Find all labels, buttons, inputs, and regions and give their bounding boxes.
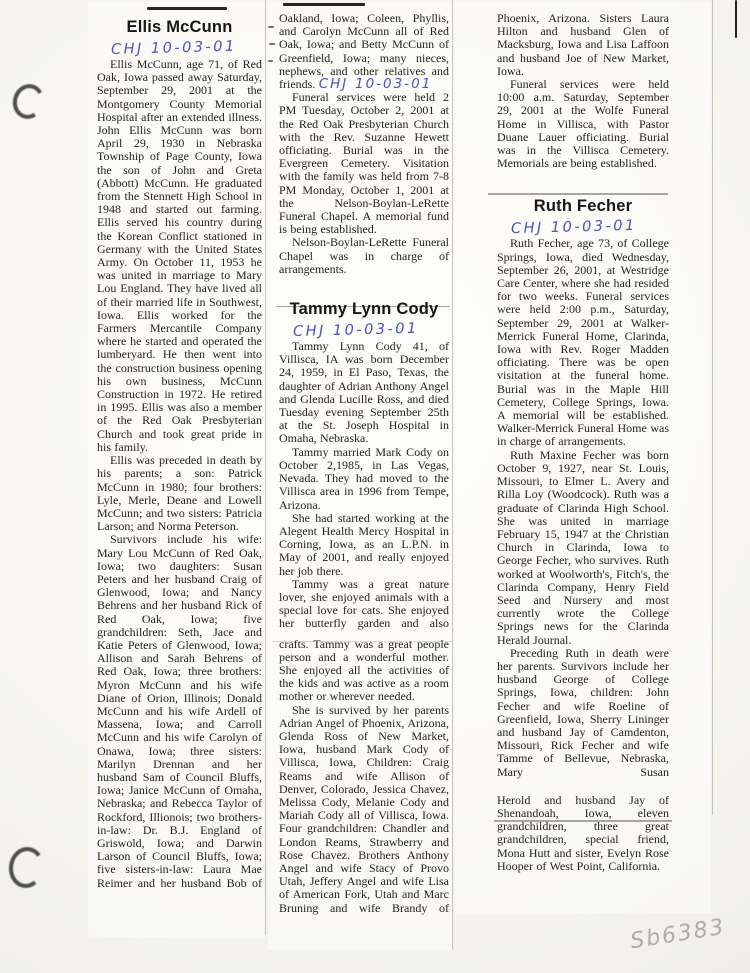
obituary-paragraph: Preceding Ruth in death were her parents. Survivors include her husband George of College Springs, Iowa, children: John Fecher and wife Roeline of Greenfield, Iowa, Sherry Lininger and husband Jay of Camdenton, Missouri, Rick Fecher and wife Tamme of Bellevue, Nebraska, Mary Susan bbox=[497, 645, 669, 779]
obituary-paragraph: Survivors include his wife: Mary Lou McCunn of Red Oak, Iowa; two daughters: Susan Peters and her husband Craig of Glenwood, Iowa; and Nancy Behrens and her husband Rick of Red Oak, Iowa; five grandchildren: Seth, Jace and Katie Peters of Glenwood, Iowa; Allison and Sarah Behrens of Red Oak, Iowa; three brothers: Myron McCunn and his wife Diane of Orion, Illinois; Donald McCunn and his wife Ardell of Massena, Iowa; and Carroll McCunn and his wife Carolyn of Onawa, Iowa; three sisters: Marilyn Drennan and her husband Sam of Council Bluffs, Iowa; Janice McCunn of Omaha, Nebraska; and Rebecca Taylor of Rockford, Illionois; two brothers-in-law: Dr. B.J. England of Griswold, Iowa; and Darwin Larson of Council Bluffs, Iowa; five sisters-in-law: Laura Mae Reimer and her husband Bob of bbox=[97, 532, 262, 890]
clipping-edge-mark bbox=[268, 26, 274, 28]
obituary-paragraph bbox=[279, 12, 449, 91]
clipping-seam-vertical bbox=[452, 0, 453, 950]
handwritten-date-stamp: CHJ 10-03-01 bbox=[110, 38, 237, 58]
obituary-paragraph: crafts. Tammy was a great people person and a wonderful mother. She enjoyed all the activities of the kids and was active as a room mother or wherever needed. bbox=[279, 636, 449, 704]
obituary-paragraph: Ellis was preceded in death by his parents; a son: Patrick McCunn in 1980; four brothers: Lyle, Merle, Deane and Lowell McCunn; and two sisters: Patricia Larson; and Norma Peterson. bbox=[97, 453, 262, 534]
obituary-paragraph: Tammy was a great nature lover, she enjoyed animals with a special love for cats. She enjoyed her butterfly garden and also bbox=[279, 576, 449, 631]
scan-edge-mark bbox=[735, 0, 737, 38]
clipping-edge-mark bbox=[268, 60, 273, 62]
obituary-continuation-text: Oakland, Iowa; Coleen, Phyllis, and Carolyn McCunn all of Red Oak, Iowa; and Betty McCunn of Greenfield, Iowa; many nieces, nephews, and other relatives and friends. bbox=[279, 11, 449, 92]
obituary-paragraph: Ruth Fecher, age 73, of College Springs, Iowa, died Wednesday, September 26, 2001, at Westridge Care Center, where she had resided for two weeks. Funeral services were held 2:00 p.m., Saturday, September 29, 2001 at Walker-Merrick Funeral Home, Clarinda, Iowa with Rev. Roger Madden officiating. There was be open visitation at the funeral home. Burial was in the Maple Hill Cemetery, College Springs, Iowa. A memorial will be established. Walker-Merrick Funeral Home was in charge of arrangements. bbox=[497, 236, 669, 449]
clipping-edge-mark bbox=[269, 43, 275, 45]
hole-punch-mark bbox=[9, 81, 48, 122]
obituary-title-fecher: Ruth Fecher bbox=[533, 197, 633, 216]
obituary-title-mccunn: Ellis McCunn bbox=[126, 18, 233, 36]
obituary-paragraph: Nelson-Boylan-LeRette Funeral Chapel was in charge of arrangements. bbox=[279, 235, 449, 276]
obituary-paragraph: Funeral services were held 10:00 a.m. Saturday, September 29, 2001 at the Wolfe Funeral Home in Villisca, with Pastor Duane Lauer officiating. Burial was in the Villisca Cemetery. Memorials are being established. bbox=[497, 77, 669, 171]
hole-punch-mark bbox=[6, 845, 46, 890]
column-1 bbox=[97, 18, 262, 890]
clipping-edge-mark bbox=[147, 7, 227, 10]
obituary-paragraph: Funeral services were held 2 PM Tuesday, October 2, 2001 at the Red Oak Presbyterian Church with the Rev. Suzanne Hewett officiating. Burial was in the Evergreen Cemetery. Visitation with the family was held from 7-8 PM Monday, October 1, 2001 at the Nelson-Boylan-LeRette Funeral Chapel. A memorial fund is being established. bbox=[279, 90, 449, 237]
obituary-paragraph: She is survived by her parents Adrian Angel of Phoenix, Arizona, Glenda Ross of New Market, Iowa, husband Mark Cody of Villisca, Iowa, Children: Craig Reams and wife Allison of Denver, Colorado, Jessica Chavez, Melissa Cody, Melanie Cody and Mariah Cody all of Villisca, Iowa. Four grandchildren: Chandler and London Reams, Strawberry and Rose Chavez. Brothers Anthony Angel and wife Stacy of Provo Utah, Jeffery Angel and wife Lisa of American Fork, Utah and Marc Bruning and wife Brandy of bbox=[279, 702, 449, 915]
obituary-paragraph: Tammy married Mark Cody on October 2,1985, in Las Vegas, Nevada. They had moved to the Villisca area in 1996 from Tempe, Arizona. bbox=[279, 444, 449, 512]
obituary-paragraph: Herold and husband Jay of Shenandoah, Iowa, eleven grandchildren, three great grandchildren, special friend, Mona Hutt and sister, Evelyn Rose Hooper of West Point, California. bbox=[497, 792, 669, 873]
clipping-seam-vertical bbox=[265, 0, 266, 935]
obituary-paragraph: Phoenix, Arizona. Sisters Laura Hilton and husband Glen of Macksburg, Iowa and Lisa Laffoon and husband Joe of New Market, Iowa. bbox=[497, 11, 669, 78]
handwritten-date-stamp: CHJ 10-03-01 bbox=[292, 320, 419, 341]
obituary-paragraph: She had started working at the Alegent Health Mercy Hospital in Corning, Iowa, as an L.P.N. in May of 2001, and really enjoyed her job there. bbox=[279, 510, 449, 578]
catalog-number-handwriting: Sb6383 bbox=[628, 914, 728, 955]
column-3 bbox=[497, 12, 669, 873]
handwritten-date-stamp: CHJ 10-03-01 bbox=[510, 218, 637, 238]
obituary-paragraph: Ellis McCunn, age 71, of Red Oak, Iowa passed away Saturday, September 29, 2001 at the Montgomery County Memorial Hospital after an extended illness. John Ellis McCunn was born April 29, 1930 in Nebraska Township of Page County, Iowa the son of John and Greta (Abbott) McCunn. He graduated from the Stennett High School in 1948 and started out farming. Ellis served his country during the Korean Conflict stationed in Germany with the United States Army. On October 11, 1953 he was united in marriage to Mary Lou England. They have lived all of their married life in Southwest, Iowa. Ellis worked for the Farmers Mercantile Company where he started and operated the lumberyard. He then went into the construction business opening his own business, McCunn Construction in 1972. He retired in 1995. Ellis was also a member of the Red Oak Presbyterian Church and took great pride in his family. bbox=[97, 57, 262, 454]
obituary-title-cody: Tammy Lynn Cody bbox=[289, 300, 439, 319]
clipping-edge-mark bbox=[283, 3, 365, 6]
obituary-paragraph: Ruth Maxine Fecher was born October 9, 1927, near St. Louis, Missouri, to Elmer L. Avery and Rilla Loy (Woodcock). Ruth was a graduate of Clarinda High School. She was united in marriage February 15, 1947 at the Christian Church in Clarinda, Iowa to George Fecher, who survives. Ruth worked at Woolworth's, Fitch's, the Clarinda Company, Henry Field Seed and Nursery and most currently wrote the College Springs news for the Clarinda Herald Journal. bbox=[497, 447, 669, 647]
clipping-seam-vertical bbox=[712, 0, 713, 815]
handwritten-date-stamp: CHJ 10-03-01 bbox=[318, 76, 433, 93]
obituary-paragraph: Tammy Lynn Cody 41, of Villisca, IA was born December 24, 1959, in El Paso, Texas, the daughter of Adrian Anthony Angel and Glenda Lucille Ross, and died Tuesday evening September 25th at the St. Joseph Hospital in Omaha, Nebraska. bbox=[279, 339, 449, 446]
column-2 bbox=[279, 12, 449, 915]
